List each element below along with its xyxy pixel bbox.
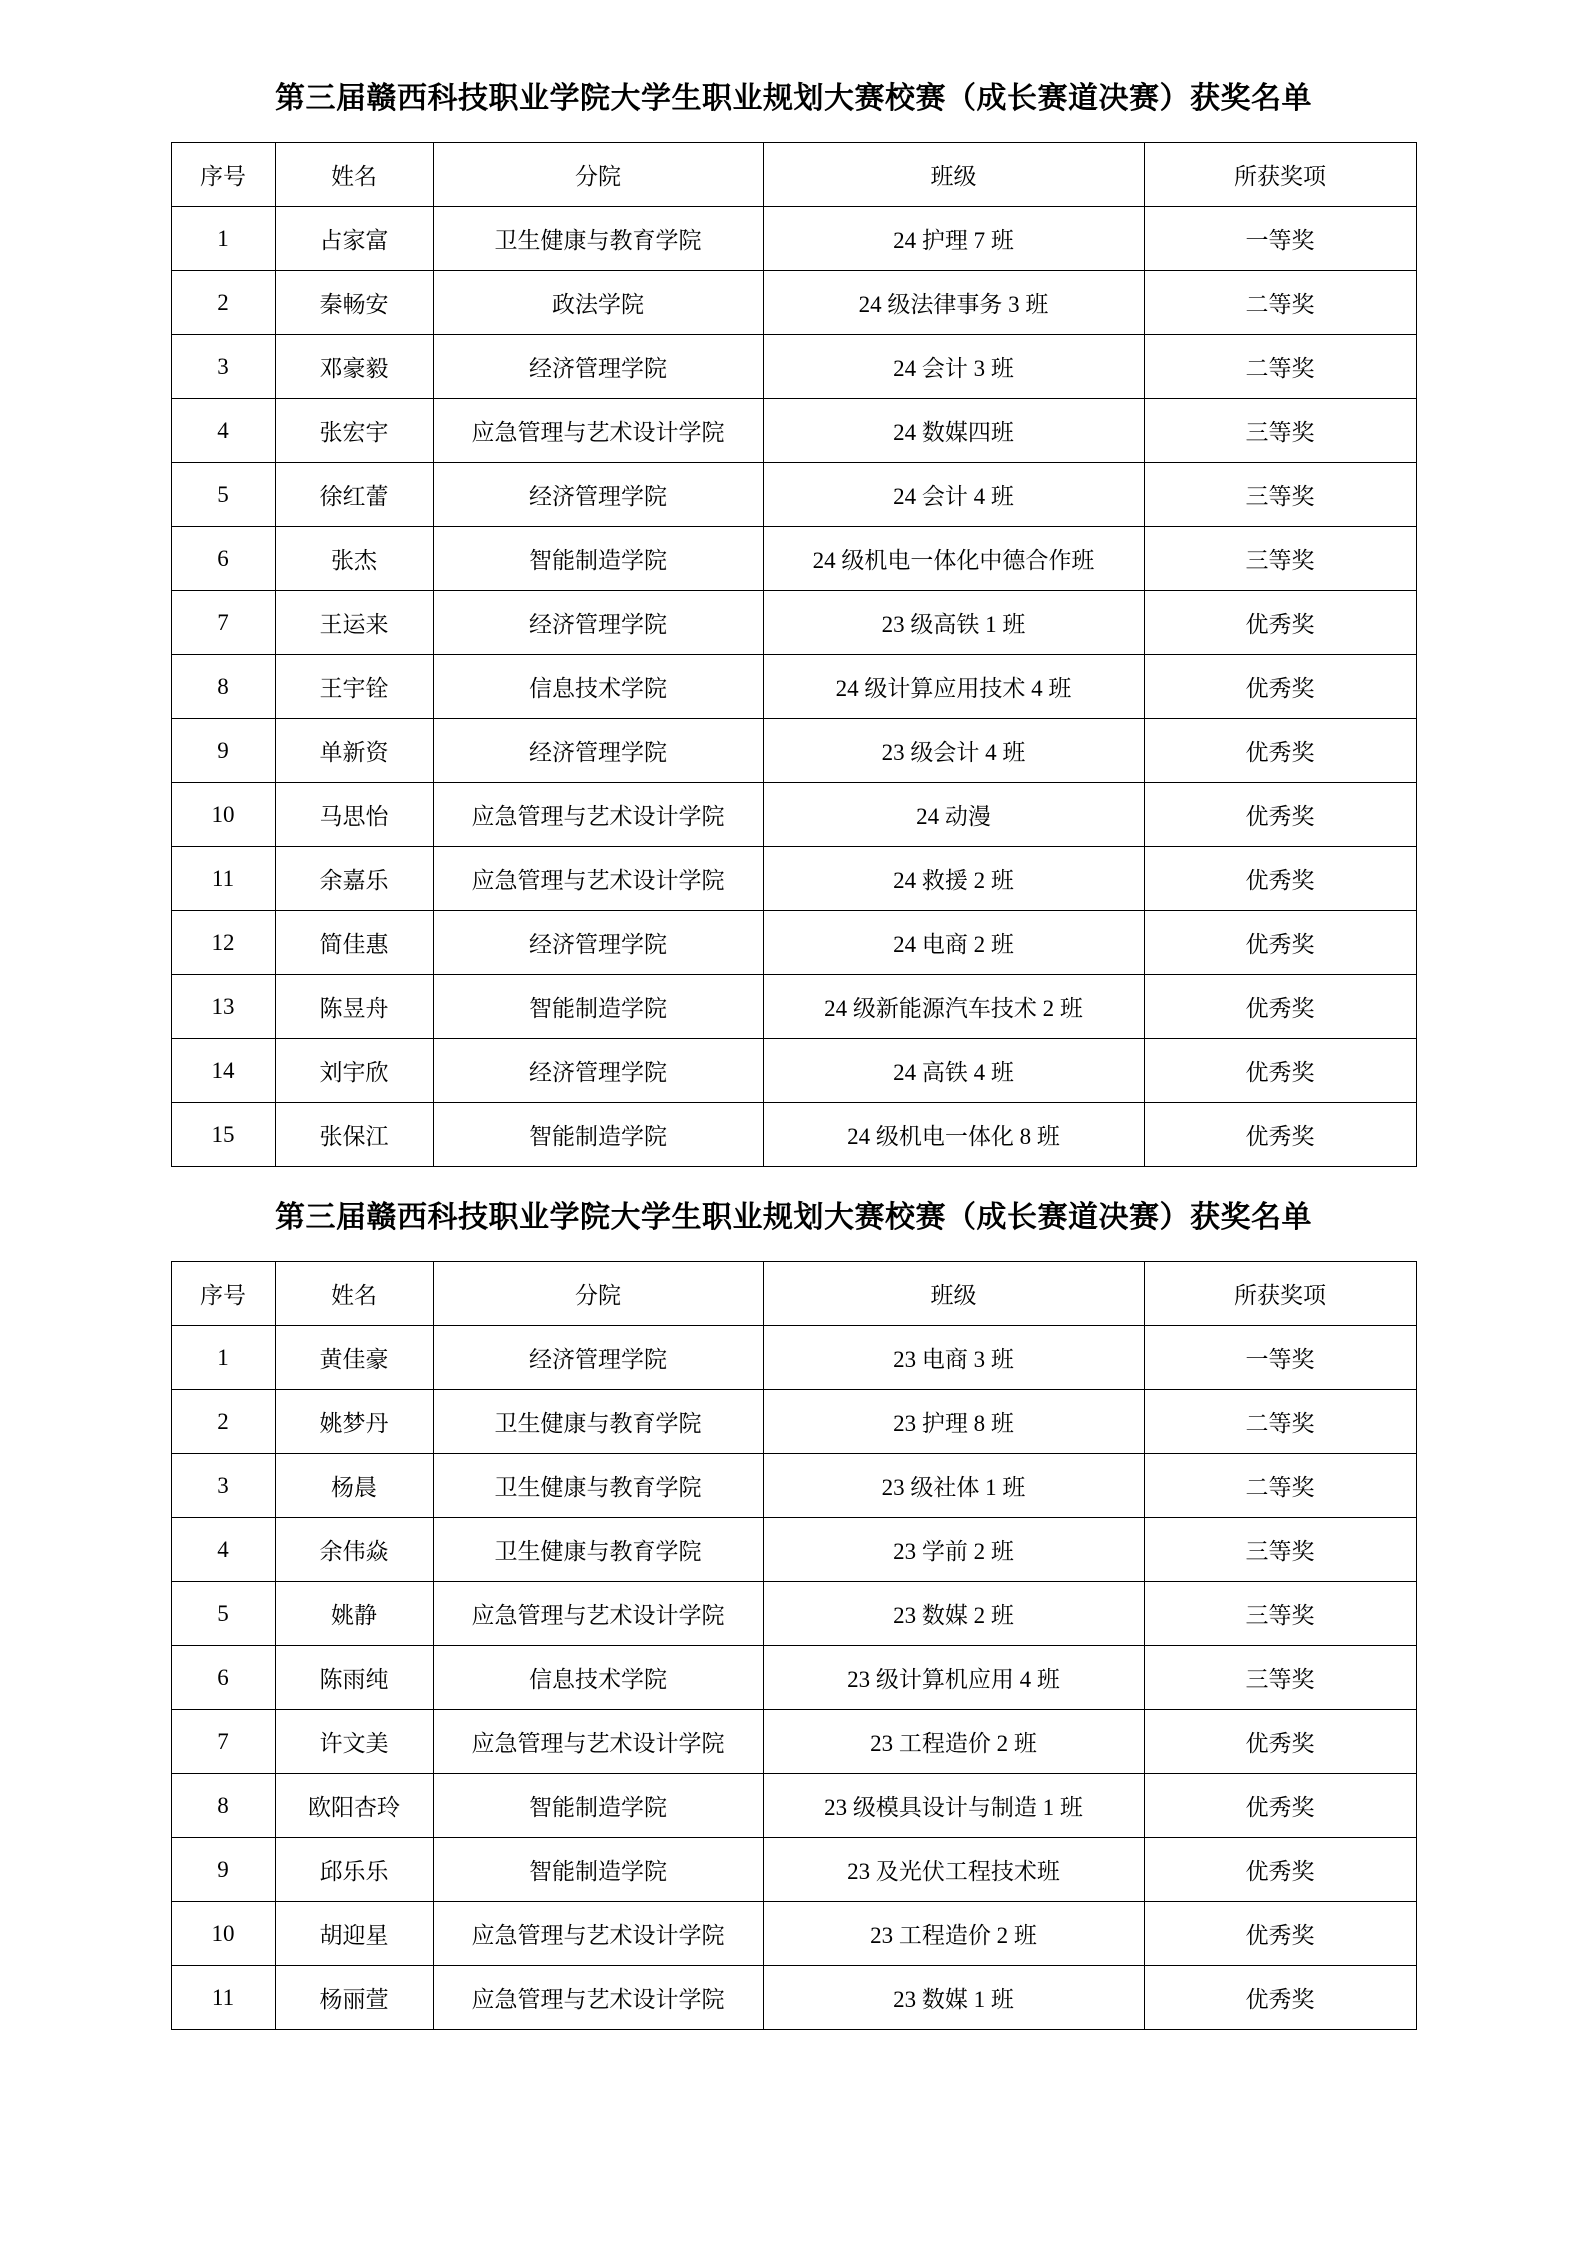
cell-class: 23 级模具设计与制造 1 班 [763, 1774, 1144, 1838]
cell-award: 三等奖 [1144, 463, 1416, 527]
cell-index: 7 [171, 591, 275, 655]
cell-department: 应急管理与艺术设计学院 [433, 1582, 763, 1646]
cell-index: 5 [171, 1582, 275, 1646]
cell-department: 应急管理与艺术设计学院 [433, 1902, 763, 1966]
cell-department: 应急管理与艺术设计学院 [433, 847, 763, 911]
cell-class: 24 级新能源汽车技术 2 班 [763, 975, 1144, 1039]
cell-department: 智能制造学院 [433, 1103, 763, 1167]
cell-department: 卫生健康与教育学院 [433, 1518, 763, 1582]
cell-name: 马思怡 [275, 783, 433, 847]
cell-name: 胡迎星 [275, 1902, 433, 1966]
cell-name: 邱乐乐 [275, 1838, 433, 1902]
column-header-name: 姓名 [275, 143, 433, 207]
table-row [171, 399, 1416, 463]
cell-class: 23 数媒 1 班 [763, 1966, 1144, 2030]
cell-award: 一等奖 [1144, 1326, 1416, 1390]
cell-award: 优秀奖 [1144, 783, 1416, 847]
cell-index: 7 [171, 1710, 275, 1774]
table-row [171, 1902, 1416, 1966]
cell-department: 经济管理学院 [433, 1326, 763, 1390]
cell-class: 23 级社体 1 班 [763, 1454, 1144, 1518]
table-header-section-2 [171, 1262, 1416, 1326]
cell-class: 24 级机电一体化中德合作班 [763, 527, 1144, 591]
cell-index: 8 [171, 655, 275, 719]
cell-name: 邓豪毅 [275, 335, 433, 399]
table-row [171, 591, 1416, 655]
cell-award: 优秀奖 [1144, 1838, 1416, 1902]
cell-class: 23 工程造价 2 班 [763, 1902, 1144, 1966]
column-header-department: 分院 [433, 143, 763, 207]
table-row [171, 271, 1416, 335]
cell-class: 24 级法律事务 3 班 [763, 271, 1144, 335]
cell-award: 优秀奖 [1144, 719, 1416, 783]
cell-index: 4 [171, 399, 275, 463]
cell-index: 11 [171, 1966, 275, 2030]
table-row [171, 1103, 1416, 1167]
cell-award: 优秀奖 [1144, 847, 1416, 911]
cell-department: 应急管理与艺术设计学院 [433, 1710, 763, 1774]
cell-award: 优秀奖 [1144, 975, 1416, 1039]
cell-award: 优秀奖 [1144, 1966, 1416, 2030]
cell-department: 智能制造学院 [433, 527, 763, 591]
cell-award: 二等奖 [1144, 335, 1416, 399]
cell-department: 智能制造学院 [433, 975, 763, 1039]
column-header-award: 所获奖项 [1144, 143, 1416, 207]
cell-index: 4 [171, 1518, 275, 1582]
cell-award: 优秀奖 [1144, 591, 1416, 655]
cell-name: 张保江 [275, 1103, 433, 1167]
cell-index: 10 [171, 783, 275, 847]
cell-department: 智能制造学院 [433, 1774, 763, 1838]
column-header-class: 班级 [763, 1262, 1144, 1326]
table-row [171, 1710, 1416, 1774]
cell-department: 应急管理与艺术设计学院 [433, 1966, 763, 2030]
table-header-section-1 [171, 143, 1416, 207]
cell-index: 9 [171, 1838, 275, 1902]
cell-class: 24 级计算应用技术 4 班 [763, 655, 1144, 719]
cell-class: 23 电商 3 班 [763, 1326, 1144, 1390]
cell-department: 政法学院 [433, 271, 763, 335]
cell-department: 信息技术学院 [433, 1646, 763, 1710]
cell-index: 1 [171, 1326, 275, 1390]
table-row [171, 1454, 1416, 1518]
cell-class: 24 护理 7 班 [763, 207, 1144, 271]
table-row [171, 1582, 1416, 1646]
cell-name: 黄佳豪 [275, 1326, 433, 1390]
table-row [171, 1646, 1416, 1710]
cell-class: 23 及光伏工程技术班 [763, 1838, 1144, 1902]
cell-index: 13 [171, 975, 275, 1039]
cell-award: 优秀奖 [1144, 1774, 1416, 1838]
cell-department: 卫生健康与教育学院 [433, 1454, 763, 1518]
cell-class: 23 数媒 2 班 [763, 1582, 1144, 1646]
cell-award: 二等奖 [1144, 1454, 1416, 1518]
cell-index: 6 [171, 1646, 275, 1710]
cell-award: 二等奖 [1144, 1390, 1416, 1454]
cell-class: 24 会计 3 班 [763, 335, 1144, 399]
column-header-index: 序号 [171, 1262, 275, 1326]
cell-department: 经济管理学院 [433, 591, 763, 655]
table-row [171, 847, 1416, 911]
cell-class: 24 电商 2 班 [763, 911, 1144, 975]
cell-class: 24 数媒四班 [763, 399, 1144, 463]
column-header-award: 所获奖项 [1144, 1262, 1416, 1326]
table-row [171, 783, 1416, 847]
cell-name: 张杰 [275, 527, 433, 591]
cell-class: 24 动漫 [763, 783, 1144, 847]
cell-class: 24 级机电一体化 8 班 [763, 1103, 1144, 1167]
cell-department: 经济管理学院 [433, 463, 763, 527]
table-row [171, 1390, 1416, 1454]
cell-department: 经济管理学院 [433, 719, 763, 783]
cell-award: 优秀奖 [1144, 911, 1416, 975]
cell-index: 6 [171, 527, 275, 591]
cell-name: 杨晨 [275, 1454, 433, 1518]
table-row [171, 1039, 1416, 1103]
cell-index: 2 [171, 1390, 275, 1454]
cell-class: 24 会计 4 班 [763, 463, 1144, 527]
table-body-section-2 [171, 1326, 1416, 2030]
table-row [171, 527, 1416, 591]
cell-index: 14 [171, 1039, 275, 1103]
cell-award: 三等奖 [1144, 399, 1416, 463]
table-header-row [171, 1262, 1416, 1326]
cell-award: 三等奖 [1144, 1518, 1416, 1582]
cell-department: 经济管理学院 [433, 335, 763, 399]
cell-award: 优秀奖 [1144, 655, 1416, 719]
cell-department: 卫生健康与教育学院 [433, 207, 763, 271]
cell-department: 经济管理学院 [433, 911, 763, 975]
cell-award: 优秀奖 [1144, 1103, 1416, 1167]
cell-name: 许文美 [275, 1710, 433, 1774]
table-row [171, 719, 1416, 783]
cell-award: 三等奖 [1144, 527, 1416, 591]
table-row [171, 335, 1416, 399]
cell-index: 1 [171, 207, 275, 271]
award-table-section-2 [171, 1261, 1417, 2030]
cell-department: 智能制造学院 [433, 1838, 763, 1902]
cell-name: 刘宇欣 [275, 1039, 433, 1103]
cell-class: 23 护理 8 班 [763, 1390, 1144, 1454]
cell-class: 23 学前 2 班 [763, 1518, 1144, 1582]
table-row [171, 655, 1416, 719]
cell-department: 经济管理学院 [433, 1039, 763, 1103]
table-row [171, 911, 1416, 975]
cell-name: 陈昱舟 [275, 975, 433, 1039]
cell-index: 8 [171, 1774, 275, 1838]
cell-class: 23 级计算机应用 4 班 [763, 1646, 1144, 1710]
column-header-department: 分院 [433, 1262, 763, 1326]
table-row [171, 1966, 1416, 2030]
cell-award: 二等奖 [1144, 271, 1416, 335]
cell-department: 信息技术学院 [433, 655, 763, 719]
cell-name: 姚静 [275, 1582, 433, 1646]
cell-index: 3 [171, 1454, 275, 1518]
cell-name: 余嘉乐 [275, 847, 433, 911]
cell-name: 王宇铨 [275, 655, 433, 719]
table-header-row [171, 143, 1416, 207]
cell-name: 陈雨纯 [275, 1646, 433, 1710]
table-row [171, 1838, 1416, 1902]
column-header-index: 序号 [171, 143, 275, 207]
cell-name: 秦畅安 [275, 271, 433, 335]
cell-name: 欧阳杏玲 [275, 1774, 433, 1838]
cell-index: 12 [171, 911, 275, 975]
cell-name: 余伟焱 [275, 1518, 433, 1582]
column-header-class: 班级 [763, 143, 1144, 207]
table-row [171, 975, 1416, 1039]
table-row [171, 1774, 1416, 1838]
cell-name: 张宏宇 [275, 399, 433, 463]
page-title-section-1: 第三届赣西科技职业学院大学生职业规划大赛校赛（成长赛道决赛）获奖名单 [275, 82, 1312, 115]
cell-name: 王运来 [275, 591, 433, 655]
cell-name: 姚梦丹 [275, 1390, 433, 1454]
cell-award: 三等奖 [1144, 1582, 1416, 1646]
cell-class: 23 级高铁 1 班 [763, 591, 1144, 655]
cell-class: 24 救援 2 班 [763, 847, 1144, 911]
cell-name: 占家富 [275, 207, 433, 271]
cell-index: 9 [171, 719, 275, 783]
table-row [171, 1518, 1416, 1582]
cell-index: 3 [171, 335, 275, 399]
cell-award: 三等奖 [1144, 1646, 1416, 1710]
cell-name: 杨丽萱 [275, 1966, 433, 2030]
cell-department: 应急管理与艺术设计学院 [433, 399, 763, 463]
cell-department: 卫生健康与教育学院 [433, 1390, 763, 1454]
table-row [171, 1326, 1416, 1390]
cell-award: 优秀奖 [1144, 1710, 1416, 1774]
cell-name: 单新资 [275, 719, 433, 783]
column-header-name: 姓名 [275, 1262, 433, 1326]
cell-class: 23 工程造价 2 班 [763, 1710, 1144, 1774]
cell-name: 简佳惠 [275, 911, 433, 975]
table-row [171, 463, 1416, 527]
cell-department: 应急管理与艺术设计学院 [433, 783, 763, 847]
table-body-section-1 [171, 207, 1416, 1167]
cell-index: 2 [171, 271, 275, 335]
award-table-section-1 [171, 142, 1417, 1167]
cell-index: 10 [171, 1902, 275, 1966]
cell-class: 23 级会计 4 班 [763, 719, 1144, 783]
cell-index: 11 [171, 847, 275, 911]
cell-award: 一等奖 [1144, 207, 1416, 271]
cell-class: 24 高铁 4 班 [763, 1039, 1144, 1103]
cell-index: 5 [171, 463, 275, 527]
table-row [171, 207, 1416, 271]
cell-award: 优秀奖 [1144, 1902, 1416, 1966]
cell-name: 徐红蕾 [275, 463, 433, 527]
cell-award: 优秀奖 [1144, 1039, 1416, 1103]
page-title-section-2: 第三届赣西科技职业学院大学生职业规划大赛校赛（成长赛道决赛）获奖名单 [275, 1201, 1312, 1234]
cell-index: 15 [171, 1103, 275, 1167]
